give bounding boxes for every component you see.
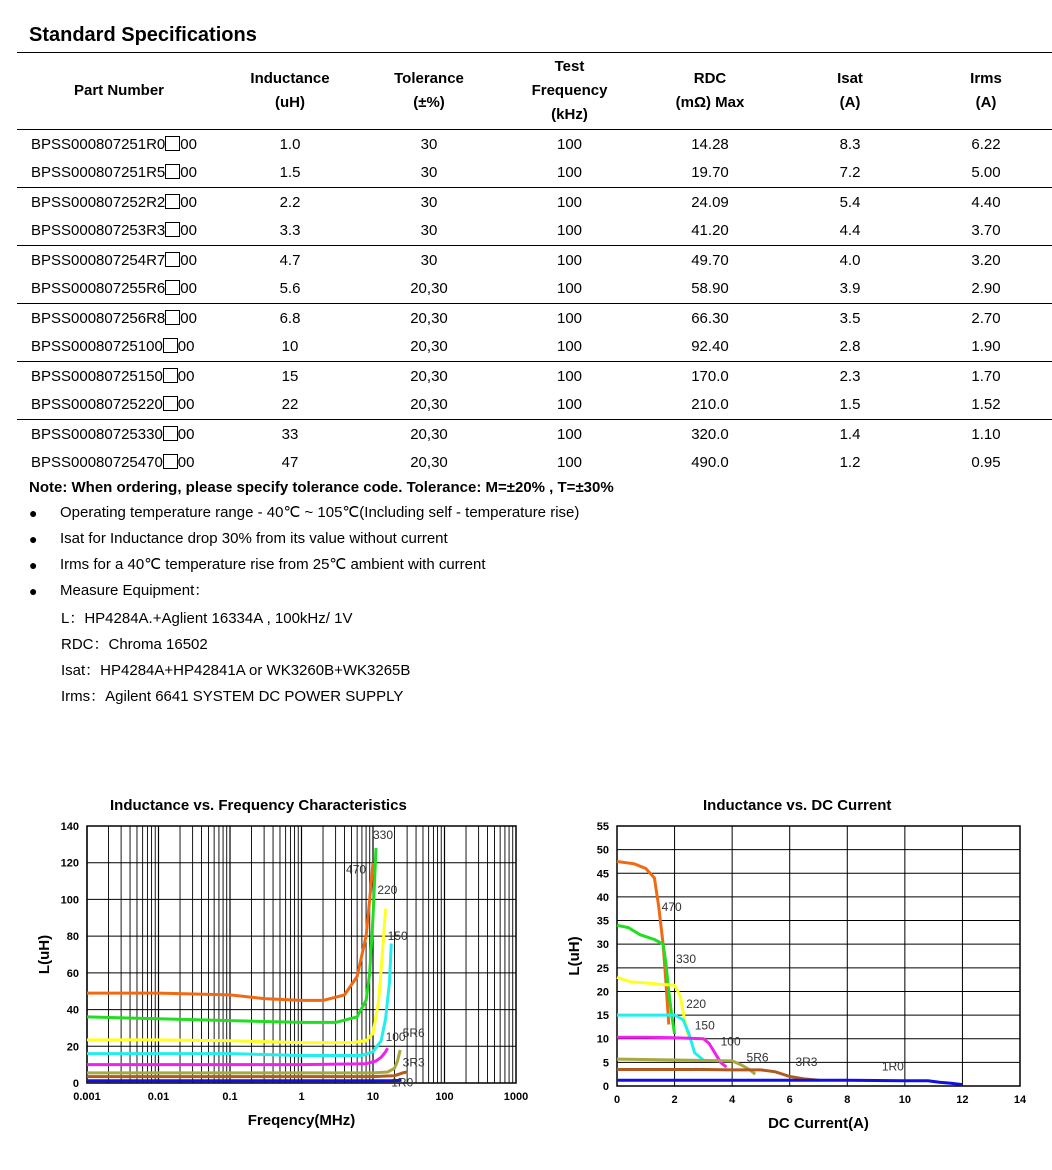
tolerance-code-box [165, 280, 180, 295]
cell-tolerance: 30 [420, 193, 438, 211]
cell-isat: 2.3 [839, 367, 861, 385]
cell-rdc: 41.20 [691, 222, 729, 240]
cell-tolerance: 20,30 [410, 454, 448, 472]
cell-tolerance: 30 [420, 164, 438, 182]
cell-test-frequency: 100 [556, 164, 583, 182]
inductance-vs-frequency-chart [30, 815, 529, 1135]
x-tick-label: 8 [844, 1094, 851, 1106]
chart-title-frequency: Inductance vs. Frequency Characteristics [110, 797, 407, 814]
list-item: ● Isat for Inductance drop 30% from its value without current [29, 529, 579, 555]
cell-irms: 1.70 [971, 367, 1001, 385]
tolerance-code-box [163, 426, 178, 441]
cell-irms: 5.00 [971, 164, 1001, 182]
x-tick-label: 100 [435, 1091, 454, 1103]
x-tick-label: 0 [613, 1094, 621, 1106]
equipment-isat: Isat：HP4284A+HP42841A or WK3260B+WK3265B [61, 662, 411, 679]
cell-isat: 7.2 [839, 164, 861, 182]
table-row [17, 333, 1052, 362]
cell-irms: 6.22 [971, 135, 1001, 153]
spec-table [17, 52, 1052, 477]
header-test-frequency: Test Frequency (kHz) [531, 58, 608, 123]
tolerance-code-box [163, 368, 178, 383]
cell-tolerance: 30 [420, 135, 438, 153]
y-tick-label: 40 [66, 1004, 79, 1017]
cell-test-frequency: 100 [556, 280, 583, 298]
cell-part-number: BPSS00080725470 00 [31, 454, 195, 472]
tolerance-code-box [165, 252, 180, 267]
cell-test-frequency: 100 [556, 338, 583, 356]
cell-test-frequency: 100 [556, 222, 583, 240]
cell-test-frequency: 100 [556, 135, 583, 153]
series-label-330: 330 [676, 952, 697, 967]
cell-tolerance: 20,30 [410, 309, 448, 327]
table-row [17, 188, 1052, 217]
x-tick-label: 12 [956, 1094, 969, 1106]
cell-test-frequency: 100 [556, 309, 583, 327]
cell-rdc: 320.0 [691, 425, 729, 443]
y-tick-label: 0 [602, 1081, 609, 1093]
cell-rdc: 92.40 [691, 338, 729, 356]
table-row [17, 217, 1052, 246]
y-tick-label: 25 [596, 962, 609, 975]
y-tick-label: 100 [60, 894, 79, 907]
cell-part-number: BPSS000807253R3 00 [31, 222, 197, 240]
table-row [17, 362, 1052, 391]
cell-isat: 8.3 [839, 135, 861, 153]
cell-tolerance: 20,30 [410, 396, 448, 414]
cell-part-number: BPSS000807255R6 00 [31, 280, 197, 298]
cell-test-frequency: 100 [556, 251, 583, 269]
cell-part-number: BPSS000807254R7 00 [31, 251, 197, 269]
list-item: ● Irms for a 40℃ temperature rise from 25℃ ambient with current [29, 555, 579, 581]
y-tick-label: 140 [60, 821, 79, 833]
series-label-220: 220 [686, 997, 707, 1011]
cell-part-number: BPSS000807252R2 00 [31, 193, 197, 211]
series-label-100: 100 [385, 1029, 406, 1044]
cell-rdc: 170.0 [691, 367, 729, 385]
tolerance-code-box [165, 136, 180, 151]
x-tick-label: 0.01 [147, 1091, 170, 1103]
series-label-3R3: 3R3 [402, 1055, 425, 1070]
x-tick-label: 1 [298, 1091, 305, 1103]
cell-rdc: 66.30 [691, 309, 729, 327]
cell-tolerance: 20,30 [410, 280, 448, 298]
cell-irms: 1.90 [971, 338, 1001, 356]
cell-part-number: BPSS000807251R0 00 [31, 135, 197, 153]
series-label-1R0: 1R0 [881, 1059, 904, 1074]
cell-inductance: 10 [281, 338, 299, 356]
cell-test-frequency: 100 [556, 193, 583, 211]
tolerance-code-box [163, 396, 178, 411]
equipment-rdc: RDC：Chroma 16502 [61, 636, 208, 653]
cell-irms: 1.10 [971, 425, 1001, 443]
y-tick-label: 45 [596, 868, 609, 881]
cell-inductance: 1.0 [279, 135, 301, 153]
y-axis-label: L(uH) [36, 934, 53, 975]
y-tick-label: 0 [72, 1078, 79, 1090]
series-label-470: 470 [346, 862, 367, 877]
table-row [17, 246, 1052, 275]
cell-irms: 0.95 [971, 454, 1001, 472]
cell-isat: 3.9 [839, 280, 861, 298]
series-label-330: 330 [373, 827, 394, 842]
series-label-470: 470 [661, 900, 682, 915]
equipment-irms: Irms：Agilent 6641 SYSTEM DC POWER SUPPLY [61, 688, 404, 705]
cell-rdc: 24.09 [691, 193, 729, 211]
y-tick-label: 15 [596, 1010, 609, 1023]
y-tick-label: 30 [596, 939, 609, 952]
y-tick-label: 50 [596, 844, 609, 857]
y-tick-label: 120 [60, 857, 79, 870]
cell-test-frequency: 100 [556, 367, 583, 385]
header-rdc: RDC (mΩ) Max [675, 70, 745, 111]
header-part-number: Part Number [73, 82, 165, 99]
equipment-l: L：HP4284A.+Aglient 16334A , 100kHz/ 1V [61, 610, 353, 627]
y-tick-label: 10 [596, 1033, 609, 1046]
x-axis-label: Freqency(MHz) [247, 1112, 356, 1129]
cell-part-number: BPSS000807256R8 00 [31, 309, 197, 327]
y-tick-label: 20 [596, 986, 609, 999]
cell-tolerance: 20,30 [410, 367, 448, 385]
cell-inductance: 1.5 [279, 164, 301, 182]
x-tick-label: 14 [1013, 1094, 1027, 1106]
table-row [17, 449, 1052, 478]
cell-rdc: 49.70 [691, 251, 729, 269]
x-tick-label: 10 [898, 1094, 911, 1106]
table-row [17, 391, 1052, 420]
cell-inductance: 6.8 [279, 309, 301, 327]
cell-test-frequency: 100 [556, 454, 583, 472]
cell-rdc: 490.0 [691, 454, 729, 472]
cell-isat: 2.8 [839, 338, 861, 356]
cell-irms: 1.52 [971, 396, 1001, 414]
series-label-100: 100 [720, 1034, 741, 1049]
series-line-1R0 [87, 1080, 402, 1081]
cell-tolerance: 30 [420, 222, 438, 240]
series-label-5R6: 5R6 [402, 1026, 425, 1041]
x-tick-label: 0.001 [73, 1091, 101, 1103]
header-inductance: Inductance (uH) [250, 70, 330, 111]
cell-rdc: 14.28 [691, 135, 729, 153]
table-row [17, 275, 1052, 304]
ordering-note: Note: When ordering, please specify tolerance code. Tolerance: M=±20% , T=±30% [29, 479, 614, 496]
x-tick-label: 6 [786, 1094, 793, 1106]
cell-test-frequency: 100 [556, 425, 583, 443]
tolerance-code-box [165, 310, 180, 325]
cell-isat: 4.4 [839, 222, 861, 240]
header-isat: Isat (A) [837, 70, 863, 111]
page-title: Standard Specifications [29, 24, 257, 46]
table-row [17, 130, 1052, 159]
cell-part-number: BPSS000807251R5 00 [31, 164, 197, 182]
list-item: ● Measure Equipment： [29, 581, 579, 607]
cell-tolerance: 30 [420, 251, 438, 269]
cell-inductance: 15 [281, 367, 299, 385]
cell-isat: 1.5 [839, 396, 861, 414]
x-tick-label: 1000 [503, 1091, 529, 1103]
y-tick-label: 55 [596, 821, 609, 833]
y-tick-label: 20 [66, 1041, 79, 1054]
tolerance-code-box [163, 454, 178, 469]
cell-inductance: 33 [281, 425, 299, 443]
cell-isat: 3.5 [839, 309, 861, 327]
cell-part-number: BPSS00080725150 00 [31, 367, 195, 385]
cell-isat: 5.4 [839, 193, 861, 211]
table-header-row [17, 53, 1052, 130]
cell-inductance: 22 [281, 396, 299, 414]
cell-inductance: 5.6 [279, 280, 301, 298]
cell-rdc: 58.90 [691, 280, 729, 298]
cell-inductance: 4.7 [279, 251, 301, 269]
series-label-3R3: 3R3 [795, 1055, 818, 1070]
header-tolerance: Tolerance (±%) [394, 70, 464, 111]
table-row [17, 159, 1052, 188]
table-row [17, 304, 1052, 333]
cell-isat: 1.4 [839, 425, 861, 443]
x-tick-label: 4 [729, 1094, 736, 1106]
y-tick-label: 80 [66, 931, 79, 944]
y-tick-label: 5 [602, 1057, 609, 1070]
series-label-220: 220 [377, 882, 398, 897]
chart-title-dc-current: Inductance vs. DC Current [703, 797, 892, 814]
cell-irms: 2.90 [971, 280, 1001, 298]
tolerance-code-box [165, 164, 180, 179]
x-tick-label: 2 [671, 1094, 678, 1106]
cell-rdc: 19.70 [691, 164, 729, 182]
tolerance-code-box [163, 338, 178, 353]
y-tick-label: 60 [66, 967, 79, 980]
cell-inductance: 2.2 [279, 193, 301, 211]
cell-isat: 4.0 [839, 251, 861, 269]
x-tick-label: 10 [366, 1091, 380, 1103]
series-label-1R0: 1R0 [391, 1075, 414, 1090]
inductance-vs-dc-current-chart [560, 815, 1040, 1135]
cell-rdc: 210.0 [691, 396, 729, 414]
cell-tolerance: 20,30 [410, 338, 448, 356]
cell-irms: 4.40 [971, 193, 1001, 211]
y-axis-label: L(uH) [566, 936, 583, 976]
table-row [17, 420, 1052, 449]
cell-part-number: BPSS00080725330 00 [31, 425, 195, 443]
header-irms: Irms (A) [970, 70, 1002, 111]
cell-irms: 3.20 [971, 251, 1001, 269]
series-label-150: 150 [387, 928, 408, 943]
tolerance-code-box [165, 222, 180, 237]
x-tick-label: 0.1 [222, 1091, 238, 1103]
cell-test-frequency: 100 [556, 396, 583, 414]
cell-part-number: BPSS00080725100 00 [31, 338, 195, 356]
cell-inductance: 3.3 [279, 222, 301, 240]
y-tick-label: 35 [596, 915, 609, 928]
tolerance-code-box [165, 194, 180, 209]
y-tick-label: 40 [596, 891, 609, 904]
cell-irms: 3.70 [971, 222, 1001, 240]
cell-tolerance: 20,30 [410, 425, 448, 443]
series-label-150: 150 [694, 1018, 715, 1033]
cell-isat: 1.2 [839, 454, 861, 472]
cell-irms: 2.70 [971, 309, 1001, 327]
cell-part-number: BPSS00080725220 00 [31, 396, 195, 414]
cell-inductance: 47 [281, 454, 299, 472]
list-item: ● Operating temperature range - 40℃ ~ 105℃(Including self - temperature rise) [29, 503, 579, 529]
notes-list [29, 503, 579, 607]
x-axis-label: DC Current(A) [768, 1115, 869, 1132]
series-label-5R6: 5R6 [746, 1050, 769, 1065]
